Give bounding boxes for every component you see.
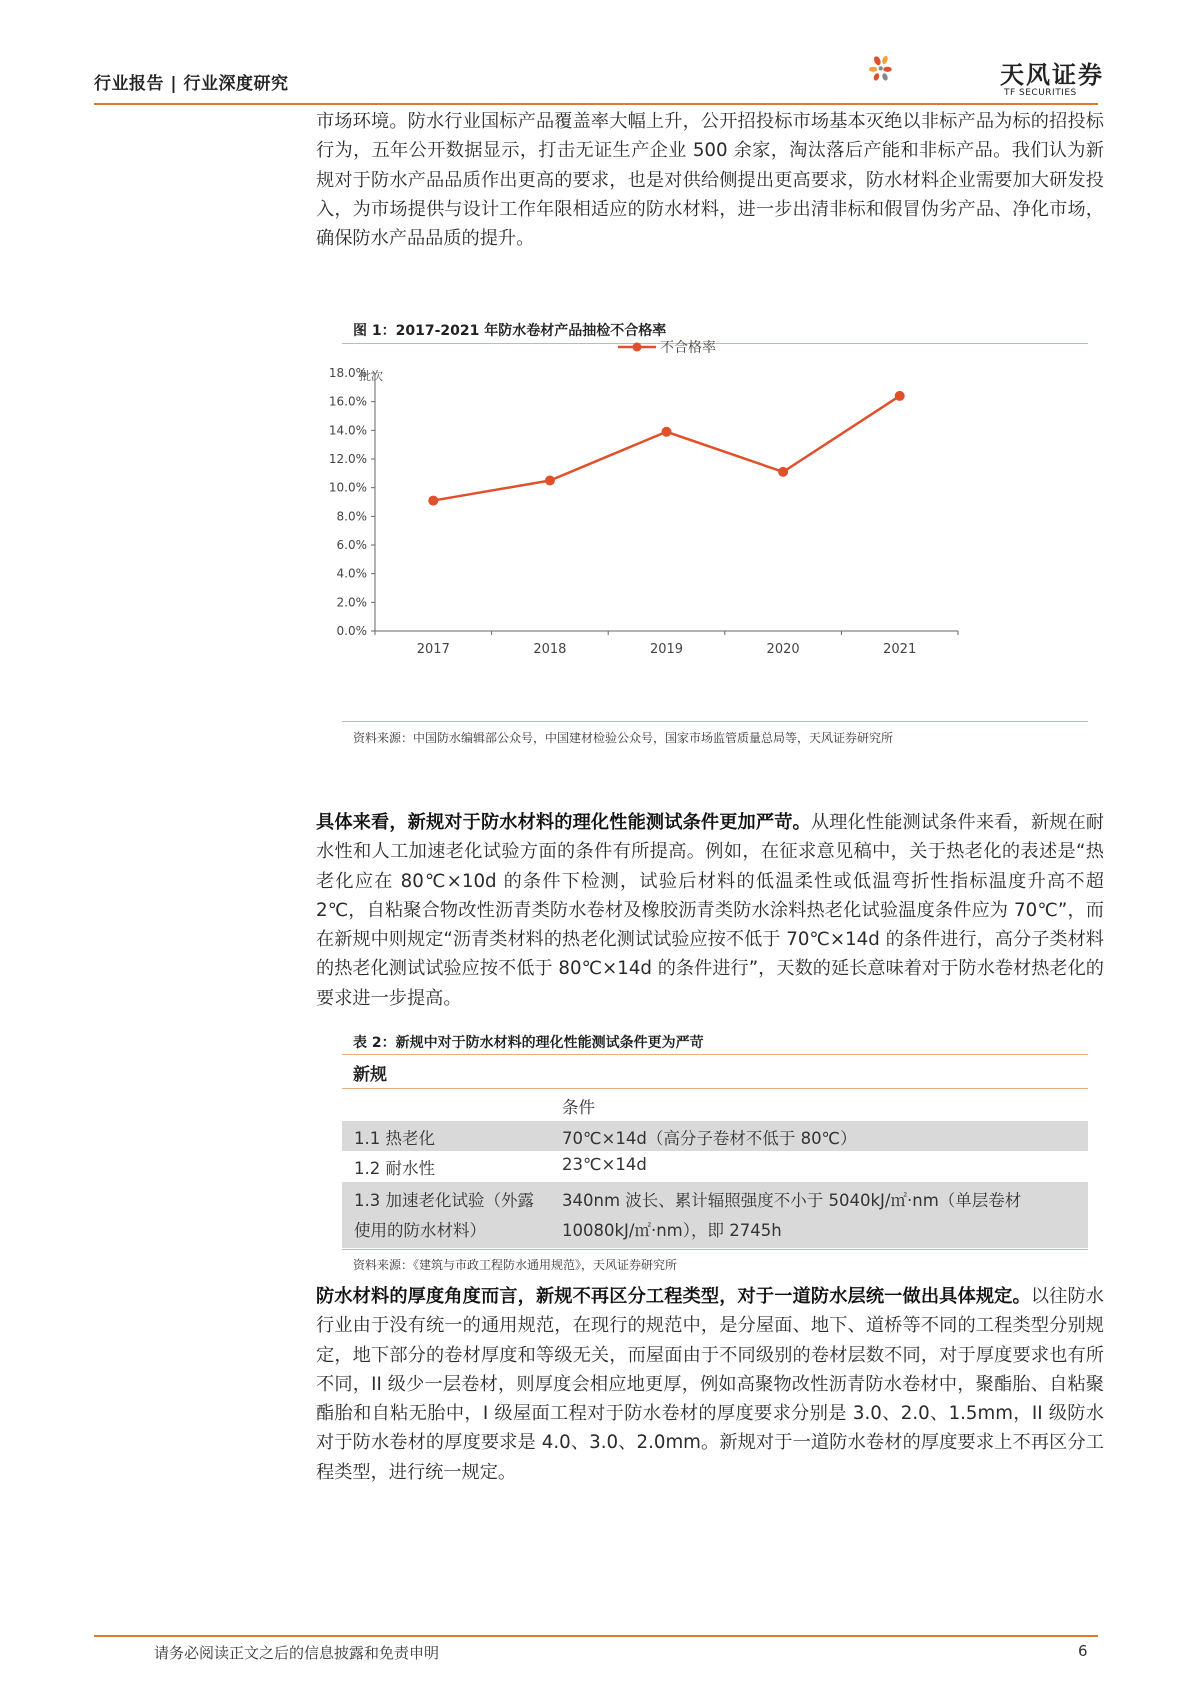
row-condition: 23℃×14d	[562, 1155, 647, 1174]
y-axis	[329, 366, 375, 638]
table-subheader-row	[342, 1090, 1088, 1120]
series-group	[428, 391, 904, 506]
table-bottom-rule	[342, 1249, 1088, 1250]
y-tick-label: 18.0%	[328, 366, 367, 380]
y-tick-label: 4.0%	[336, 566, 367, 581]
header-divider	[94, 103, 1098, 105]
paragraph-market-environment	[316, 107, 1104, 253]
table-header: 新规	[353, 1065, 387, 1085]
figure-caption: 图 1：2017-2021 年防水卷材产品抽检不合格率	[353, 323, 667, 339]
table-caption: 表 2：新规中对于防水材料的理化性能测试条件更为严苛	[353, 1035, 704, 1051]
paragraph-thickness	[316, 1282, 1104, 1487]
paragraph-text: 市场环境。防水行业国标产品覆盖率大幅上升，公开招投标市场基本灭绝以非标产品为标的招投标行为，五年公开数据显示，打击无证生产企业 500 余家，淘汰落后产能和非标产品。我们认为新规对于防水产品品质作出更高的要求，也是对供给侧提出更高要求，防水材料企业需要加大研发投入，为市场提供与设计工作年限相适应的防水材料，进一步出清非标和假冒伪劣产品、净化市场，确保防水产品品质的提升。	[316, 111, 1104, 250]
x-tick-label: 2017	[416, 642, 450, 657]
logo-petals-icon	[869, 55, 892, 81]
y-tick-label: 8.0%	[336, 509, 367, 524]
data-point	[895, 391, 905, 401]
table-row	[342, 1151, 1088, 1181]
report-category: 行业报告 | 行业深度研究	[94, 74, 289, 94]
y-tick-label: 16.0%	[328, 394, 367, 409]
logo-text-cn: 天风证券	[1000, 61, 1104, 89]
x-tick-label: 2019	[649, 642, 684, 657]
y-tick-label: 0.0%	[336, 624, 367, 638]
x-axis	[375, 631, 958, 657]
figure-source: 资料来源：中国防水编辑部公众号，中国建材检验公众号，国家市场监管质量总局等，天风证券研究所	[353, 731, 894, 745]
row-condition-line1: 340nm 波长、累计辐照强度不小于 5040kJ/㎡·nm（单层卷材	[562, 1191, 1022, 1210]
row-condition: 70℃×14d（高分子卷材不低于 80℃）	[562, 1129, 857, 1148]
data-point	[428, 496, 438, 506]
table-header-rule	[342, 1088, 1088, 1089]
series-line	[433, 396, 899, 501]
legend-marker	[633, 343, 642, 352]
tf-securities-logo-icon	[868, 36, 938, 100]
row-item-line1: 1.3 加速老化试验（外露	[354, 1191, 534, 1210]
table-row	[342, 1182, 1088, 1248]
row-item: 1.2 耐水性	[354, 1159, 435, 1178]
line-chart	[328, 340, 1088, 720]
paragraph-text: 以往防水行业由于没有统一的通用规范，在现行的规范中，是分屋面、地下、道桥等不同的工程类型分别规定，地下部分的卷材厚度和等级无关，而屋面由于不同级别的卷材层数不同，对于厚度要求也有所不同，II 级少一层卷材，则厚度会相应地更厚，例如高聚物改性沥青防水卷材中，聚酯胎、自粘聚酯胎和自粘无胎中，I 级屋面工程对于防水卷材的厚度要求分别是 3.0、2.0、1.5mm，II 级防水对于防水卷材的厚度要求是 4.0、3.0、2.0mm。新规对于一道防水卷材的厚度要求上不再区分工程类型，进行统一规定。	[316, 1286, 1104, 1483]
x-tick-label: 2021	[883, 642, 917, 657]
row-condition-line2: 10080kJ/㎡·nm），即 2745h	[562, 1221, 782, 1240]
y-axis-label: 批次	[359, 369, 384, 383]
row-item-line2: 使用的防水材料）	[354, 1221, 486, 1240]
x-tick-label: 2018	[533, 642, 567, 657]
y-tick-label: 10.0%	[328, 480, 367, 495]
y-tick-label: 14.0%	[328, 423, 367, 438]
data-point	[545, 476, 555, 486]
paragraph-lead: 具体来看，新规对于防水材料的理化性能测试条件更加严苛。	[316, 812, 811, 833]
table-top-rule	[342, 1054, 1088, 1055]
y-tick-label: 2.0%	[336, 595, 367, 610]
legend-label: 不合格率	[660, 340, 716, 356]
figure-bottom-rule	[342, 721, 1088, 722]
table-row	[342, 1121, 1088, 1151]
legend	[618, 339, 716, 356]
y-tick-label: 12.0%	[328, 452, 367, 466]
x-tick-label: 2020	[766, 642, 800, 657]
page-number: 6	[1078, 1642, 1088, 1660]
logo-text-en: TF SECURITIES	[1004, 88, 1077, 98]
column-header-condition: 条件	[562, 1098, 595, 1117]
data-point	[778, 467, 788, 477]
paragraph-text: 从理化性能测试条件来看，新规在耐水性和人工加速老化试验方面的条件有所提高。例如，在征求意见稿中，关于热老化的表述是“热老化应在 80℃×10d 的条件下检测，试验后材料的低温柔性或低温弯折性指标温度升高不超 2℃，自粘聚合物改性沥青类防水卷材及橡胶沥青类防水涂料热老化试验温度条件应为 70℃”，而在新规中则规定“沥青类材料的热老化测试试验应按不低于 70℃×14d 的条件进行，高分子类材料的热老化测试试验应按不低于 80℃×14d 的条件进行”，天数的延长意味着对于防水卷材热老化的要求进一步提高。	[316, 812, 1104, 1009]
paragraph-lead: 防水材料的厚度角度而言，新规不再区分工程类型，对于一道防水层统一做出具体规定。	[316, 1286, 1031, 1307]
footer-divider	[94, 1635, 1098, 1637]
y-tick-label: 6.0%	[336, 538, 367, 552]
data-point	[662, 427, 672, 437]
row-item: 1.1 热老化	[354, 1129, 435, 1148]
paragraph-test-conditions	[316, 808, 1104, 1013]
table-source: 资料来源：《建筑与市政工程防水通用规范》，天风证券研究所	[353, 1258, 678, 1272]
footer-disclaimer: 请务必阅读正文之后的信息披露和免责申明	[154, 1644, 440, 1662]
